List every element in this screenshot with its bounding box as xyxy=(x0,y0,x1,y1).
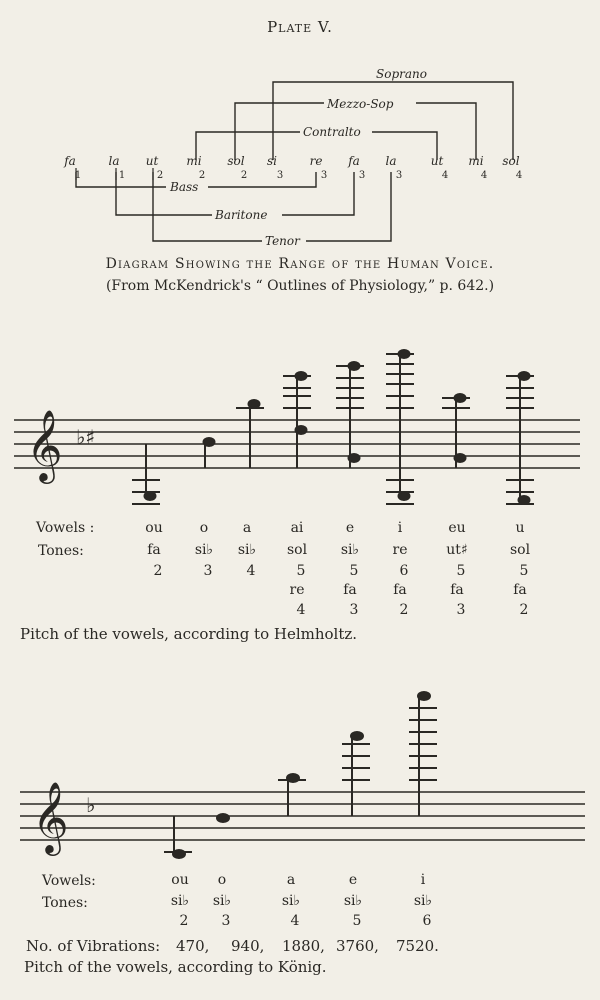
tone-octave-cell: 4 xyxy=(290,913,300,929)
diagram-caption: Diagram Showing the Range of the Human Voice. xyxy=(105,256,495,272)
plate-title: Plate V. xyxy=(267,18,333,36)
range-octave: 3 xyxy=(395,170,403,181)
note-head xyxy=(144,492,156,501)
note-head xyxy=(348,362,360,371)
range-note: la xyxy=(108,154,120,168)
note-head xyxy=(295,426,307,435)
vowel-cell: u xyxy=(515,520,525,536)
note-head xyxy=(418,692,431,701)
vowels-row-label: Vowels : xyxy=(36,520,95,536)
tone-cell: re xyxy=(392,542,408,558)
tone-octave-cell: 5 xyxy=(296,563,306,579)
tenor-label: Tenor xyxy=(265,234,300,248)
tone-cell: si♭ xyxy=(212,893,232,909)
note-head xyxy=(351,732,364,741)
tone-octave-cell: 2 xyxy=(153,563,163,579)
konig-caption: Pitch of the vowels, according to König. xyxy=(24,958,327,976)
treble-clef: 𝄞 xyxy=(26,408,63,481)
tone-cell: si♭ xyxy=(170,893,190,909)
second-octave-cell: 2 xyxy=(519,602,529,618)
range-note: mi xyxy=(468,154,484,168)
key-signature: ♭♯ xyxy=(76,425,96,449)
second-tone-cell: re xyxy=(289,582,305,598)
vowel-cell: i xyxy=(420,872,426,888)
note-head xyxy=(518,496,530,505)
tone-cell: sol xyxy=(286,542,308,558)
tone-octave-cell: 5 xyxy=(352,913,362,929)
range-note: sol xyxy=(502,154,520,168)
range-note: la xyxy=(385,154,397,168)
vowel-cell: o xyxy=(217,872,227,888)
range-note: fa xyxy=(348,154,360,168)
note-head xyxy=(398,350,410,359)
range-octave: 4 xyxy=(441,170,449,181)
range-octave: 3 xyxy=(276,170,284,181)
helmholtz-staff xyxy=(0,340,600,510)
note-head xyxy=(287,774,300,783)
vowel-cell: ou xyxy=(145,520,163,536)
second-octave-cell: 2 xyxy=(399,602,409,618)
note-head xyxy=(518,372,530,381)
range-note: sol xyxy=(227,154,245,168)
note-head xyxy=(398,492,410,501)
vowel-cell: e xyxy=(348,872,358,888)
tone-cell: si♭ xyxy=(194,542,214,558)
second-tone-cell: fa xyxy=(343,582,357,598)
range-octave: 3 xyxy=(320,170,328,181)
tone-octave-cell: 4 xyxy=(246,563,256,579)
vowel-cell: ai xyxy=(290,520,304,536)
range-octave: 4 xyxy=(515,170,523,181)
range-octave: 4 xyxy=(480,170,488,181)
treble-clef-2: 𝄞 xyxy=(32,780,69,853)
note-head xyxy=(248,400,260,409)
konig-staff xyxy=(0,680,600,870)
range-octave: 2 xyxy=(198,170,206,181)
note-head xyxy=(173,850,186,859)
soprano-label: Soprano xyxy=(376,67,427,81)
note-head xyxy=(203,438,215,447)
mezzo-label: Mezzo-Sop xyxy=(327,97,394,111)
range-octave: 2 xyxy=(240,170,248,181)
second-octave-cell: 3 xyxy=(456,602,466,618)
tones-row-label-2: Tones: xyxy=(42,895,88,911)
tone-octave-cell: 5 xyxy=(456,563,466,579)
vibration-value: 3760, xyxy=(336,937,379,955)
tone-octave-cell: 6 xyxy=(422,913,432,929)
voice-range-diagram xyxy=(0,0,600,250)
vowel-cell: a xyxy=(286,872,296,888)
note-head xyxy=(454,454,466,463)
contralto-label: Contralto xyxy=(303,125,361,139)
vibration-value: 940, xyxy=(231,937,265,955)
note-head xyxy=(217,814,230,823)
key-signature-2: ♭ xyxy=(86,793,96,817)
bass-label: Bass xyxy=(170,180,199,194)
tone-cell: fa xyxy=(147,542,161,558)
vowel-cell: e xyxy=(345,520,355,536)
tone-cell: si♭ xyxy=(340,542,360,558)
tone-octave-cell: 3 xyxy=(221,913,231,929)
tone-cell: sol xyxy=(509,542,531,558)
tone-octave-cell: 5 xyxy=(349,563,359,579)
tone-octave-cell: 3 xyxy=(203,563,213,579)
vowel-cell: a xyxy=(242,520,252,536)
vowels-row-label-2: Vowels: xyxy=(42,873,96,889)
note-head xyxy=(295,372,307,381)
range-note: fa xyxy=(64,154,76,168)
second-octave-cell: 3 xyxy=(349,602,359,618)
tones-row-label: Tones: xyxy=(38,543,84,559)
tone-octave-cell: 6 xyxy=(399,563,409,579)
helmholtz-caption: Pitch of the vowels, according to Helmholtz. xyxy=(20,625,358,643)
vowel-cell: eu xyxy=(448,520,466,536)
diagram-source: (From McKendrick's “ Outlines of Physiology,” p. 642.) xyxy=(105,278,495,294)
range-octave: 1 xyxy=(118,170,126,181)
second-octave-cell: 4 xyxy=(296,602,306,618)
vibration-value: 470, xyxy=(176,937,210,955)
vibration-value: 7520. xyxy=(396,937,439,955)
range-note: ut xyxy=(145,154,159,168)
vibration-value: 1880, xyxy=(282,937,325,955)
range-octave: 1 xyxy=(74,170,82,181)
note-head xyxy=(348,454,360,463)
range-note: re xyxy=(309,154,323,168)
range-octave: 2 xyxy=(156,170,164,181)
range-note: si xyxy=(267,154,277,168)
second-tone-cell: fa xyxy=(450,582,464,598)
baritone-label: Baritone xyxy=(215,208,268,222)
tone-cell: si♭ xyxy=(281,893,301,909)
note-head xyxy=(454,394,466,403)
vowel-cell: ou xyxy=(171,872,189,888)
vibrations-label: No. of Vibrations: xyxy=(26,937,161,955)
vowel-cell: i xyxy=(397,520,403,536)
range-note: ut xyxy=(430,154,444,168)
tone-octave-cell: 5 xyxy=(519,563,529,579)
second-tone-cell: fa xyxy=(393,582,407,598)
vowel-cell: o xyxy=(199,520,209,536)
range-octave: 3 xyxy=(358,170,366,181)
tone-octave-cell: 2 xyxy=(179,913,189,929)
range-note: mi xyxy=(186,154,202,168)
tone-cell: ut♯ xyxy=(446,542,468,558)
tone-cell: si♭ xyxy=(237,542,257,558)
tone-cell: si♭ xyxy=(413,893,433,909)
second-tone-cell: fa xyxy=(513,582,527,598)
tone-cell: si♭ xyxy=(343,893,363,909)
